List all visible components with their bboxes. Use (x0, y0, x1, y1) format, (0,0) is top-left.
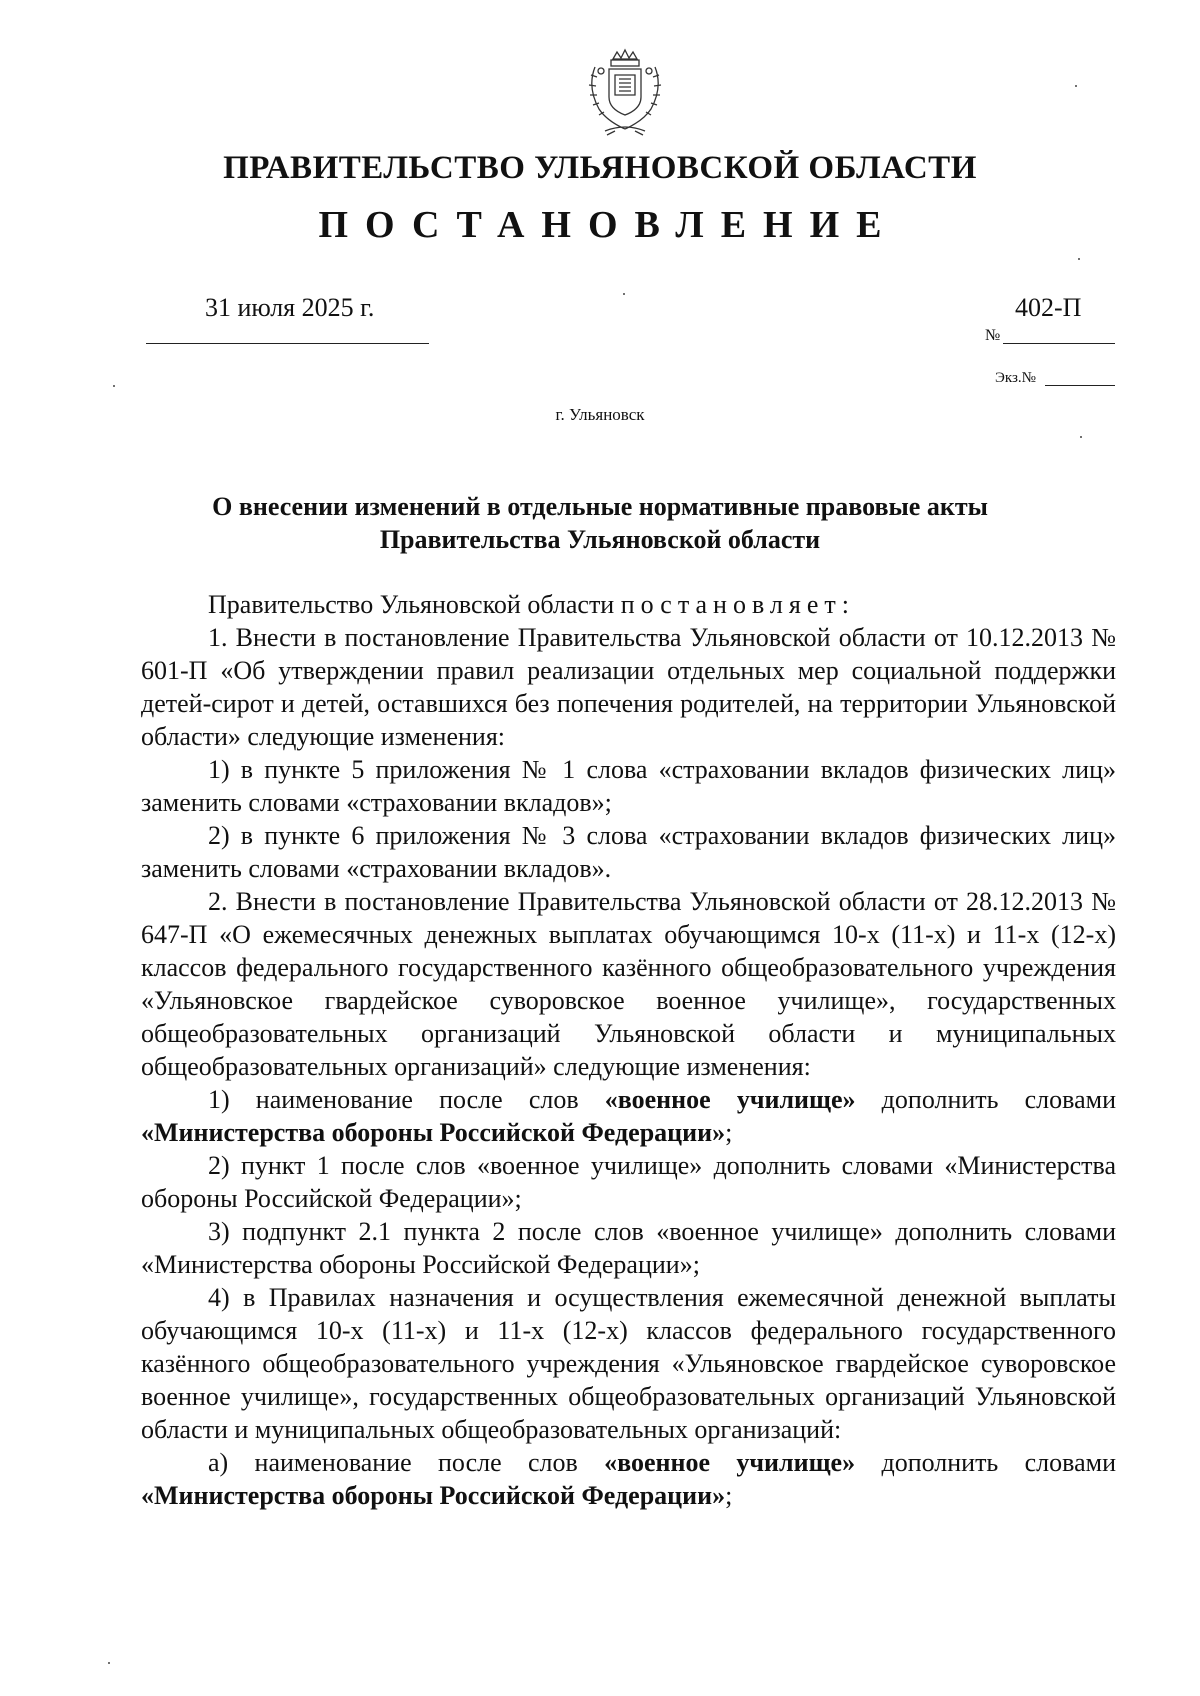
number-underline (1003, 343, 1115, 344)
paragraph-1: 1. Внести в постановление Правительства Ульяновской области от 10.12.2013 № 601-П «Об утверждении правил реализации отдельных мер социальной поддержки детей-сирот и детей, оставшихся без попечения родителей, на территории Ульяновской области» следующие изменения: (141, 623, 1116, 751)
item-text: 1) наименование после слов (208, 1085, 605, 1114)
preamble-resolves: постановляет (620, 590, 842, 619)
paragraph-1-item-2: 2) в пункте 6 приложения № 3 слова «страховании вкладов физических лиц» заменить словами «страховании вкладов». (141, 821, 1116, 883)
item-text: дополнить словами (855, 1085, 1116, 1114)
scan-speck (1075, 85, 1077, 87)
paragraph-2-item-4a (141, 1446, 1116, 1512)
city: г. Ульяновск (555, 405, 645, 424)
scan-speck (1080, 436, 1082, 438)
paragraph-2-item-2: 2) пункт 1 после слов «военное училище» дополнить словами «Министерства обороны Российской Федерации»; (141, 1151, 1116, 1213)
copy-number-label: Экз.№ (995, 370, 1036, 386)
item-bold-phrase: «военное училище» (604, 1448, 856, 1477)
item-text: ; (725, 1118, 733, 1147)
document-body (141, 588, 1116, 1512)
subject-line-2: Правительства Ульяновской области (379, 525, 821, 554)
scan-speck (113, 385, 115, 387)
document-type: ПОСТАНОВЛЕНИЕ (318, 204, 899, 246)
paragraph-1-item-1: 1) в пункте 5 приложения № 1 слова «страховании вкладов физических лиц» заменить словами «страховании вкладов»; (141, 755, 1116, 817)
paragraph-2: 2. Внести в постановление Правительства Ульяновской области от 28.12.2013 № 647-П «О ежемесячных денежных выплатах обучающимся 10-х (11-х) и 11-х (12-х) классов федерального государственного казённого общеобразовательного учреждения «Ульяновское гвардейское суворовское военное училище», государственных общеобразовательных организаций Ульяновской области и муниципальных общеобразовательных организаций» следующие изменения: (141, 887, 1116, 1081)
item-text: дополнить словами (855, 1448, 1116, 1477)
date-underline (146, 343, 429, 344)
document-date: 31 июля 2025 г. (205, 293, 375, 322)
item-bold-phrase: «Министерства обороны Российской Федерации» (141, 1481, 726, 1510)
item-text: а) наименование после слов (208, 1448, 605, 1477)
document-subject (160, 490, 1040, 556)
preamble-colon: : (841, 590, 849, 619)
item-bold-phrase: «Министерства обороны Российской Федерации» (141, 1118, 726, 1147)
subject-line-1: О внесении изменений в отдельные нормативные правовые акты (212, 492, 988, 521)
paragraph-2-item-3: 3) подпункт 2.1 пункта 2 после слов «военное училище» дополнить словами «Министерства обороны Российской Федерации»; (141, 1217, 1116, 1279)
item-bold-phrase: «военное училище» (604, 1085, 856, 1114)
number-label: № (985, 327, 1001, 344)
paragraph-2-item-1 (141, 1083, 1116, 1149)
document-number: 402-П (1015, 293, 1082, 322)
preamble (141, 588, 1116, 621)
copy-number-underline (1045, 385, 1115, 386)
paragraph-2-item-4: 4) в Правилах назначения и осуществления ежемесячной денежной выплаты обучающимся 10-х (11-х) и 11-х (12-х) классов федерального государственного казённого общеобразовательного учреждения «Ульяновское гвардейское суворовское военное училище», государственных общеобразовательных организаций Ульяновской области и муниципальных общеобразовательных организаций: (141, 1283, 1116, 1444)
scan-speck (623, 293, 625, 295)
scan-speck (1078, 258, 1080, 260)
preamble-text: Правительство Ульяновской области (208, 590, 621, 619)
scan-speck (108, 1662, 110, 1664)
ulyanovsk-coat-of-arms-icon (575, 45, 675, 145)
org-title: ПРАВИТЕЛЬСТВО УЛЬЯНОВСКОЙ ОБЛАСТИ (223, 150, 977, 186)
item-text: ; (725, 1481, 733, 1510)
